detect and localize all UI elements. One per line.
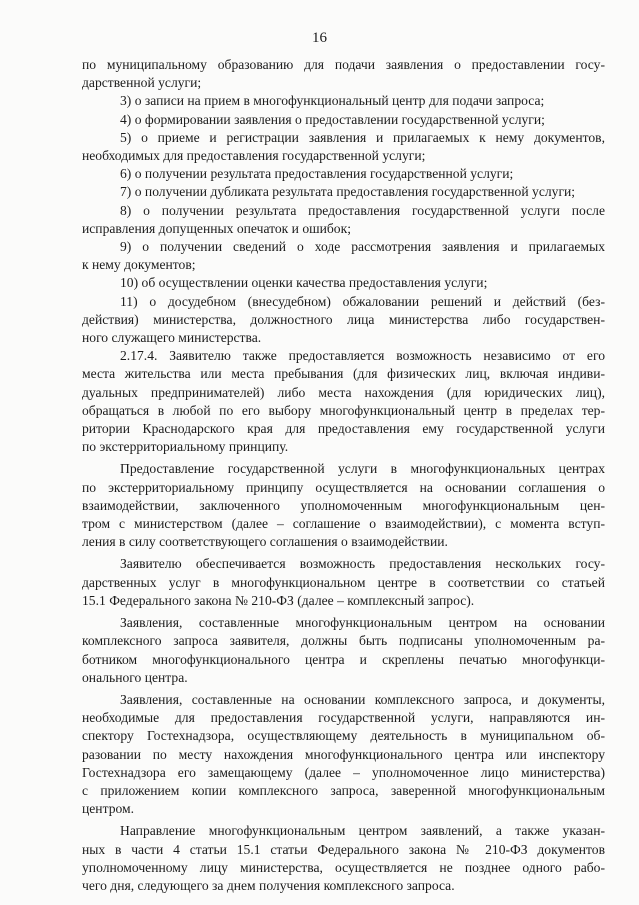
text-line: уполномоченному лицу министерства, осуществляется не позднее одного рабо- <box>82 859 605 875</box>
text-line: разовании по месту нахождения многофункционального центра или инспектору <box>82 746 605 762</box>
text-line: 15.1 Федерального закона № 210-ФЗ (далее – комплексный запрос). <box>82 592 475 608</box>
text-line: обращаться в любой по его выбору многофункциональный центр в пределах тер- <box>82 402 605 418</box>
text-line: Гостехнадзора его замещающему (далее – уполномоченное лицо министерства) <box>82 764 605 780</box>
text-line: онального центра. <box>82 669 188 685</box>
text-line: 8) о получении результата предоставления государственной услуги после <box>120 202 605 218</box>
text-line: с приложением копии комплексного запроса, заверенной многофункциональным <box>82 782 605 798</box>
text-line: ритории Краснодарского края для предоставления ему государственной услуги <box>82 421 605 437</box>
text-line: комплексного запроса заявителя, должны быть подписаны уполномоченным ра- <box>82 633 605 649</box>
text-line: 11) о досудебном (внесудебном) обжаловании решений и действий (без- <box>120 293 605 309</box>
text-line: 4) о формировании заявления о предоставлении государственной услуги; <box>120 111 545 127</box>
text-line: по экстерриториальному принципу. <box>82 439 289 455</box>
text-line: Заявителю обеспечивается возможность предоставления нескольких госу- <box>120 556 605 572</box>
text-line: места жительства или места пребывания (для физических лиц, включая индиви- <box>82 366 605 382</box>
text-line: ного служащего министерства. <box>82 330 262 346</box>
text-line: действия) министерства, должностного лица министерства либо государствен- <box>82 311 605 327</box>
text-line: необходимых для предоставления государственной услуги; <box>82 148 426 164</box>
text-line: чего дня, следующего за днем получения комплексного запроса. <box>82 877 455 893</box>
text-line: дуальных предпринимателей) либо места нахождения (для юридических лиц), <box>82 384 605 400</box>
text-line: 9) о получении сведений о ходе рассмотрения заявления и прилагаемых <box>120 239 605 255</box>
text-line: ботником многофункционального центра и скреплены печатью многофункци- <box>82 651 605 667</box>
text-line: ления в силу соответствующего соглашения о взаимодействии. <box>82 534 448 550</box>
text-line: по экстерриториальному принципу осуществляется на основании соглашения о <box>82 479 605 495</box>
text-line: взаимодействии, заключенного уполномоченным многофункциональным цен- <box>82 497 605 513</box>
text-line: по муниципальному образованию для подачи заявления о предоставлении госу- <box>82 57 605 72</box>
text-line: 3) о записи на прием в многофункциональный центр для подачи запроса; <box>120 93 545 109</box>
text-line: необходимые для предоставления государственной услуги, направляются ин- <box>82 710 605 726</box>
text-line: 10) об осуществлении оценки качества предоставления услуги; <box>120 275 488 291</box>
text-line: спектору Гостехнадзора, осуществляющему деятельность в муниципальном об- <box>82 728 605 744</box>
text-line: дарственной услуги; <box>82 75 202 91</box>
text-line: к нему документов; <box>82 257 196 273</box>
text-line: 2.17.4. Заявителю также предоставляется возможность независимо от его <box>120 348 605 364</box>
text-line: исправления допущенных опечаток и ошибок; <box>82 220 351 236</box>
text-line: Предоставление государственной услуги в многофункциональных центрах <box>120 461 605 477</box>
document-body <box>82 56 605 895</box>
text-line: тром с министерством (далее – соглашение о взаимодействии), с момента вступ- <box>82 516 605 532</box>
text-line: 5) о приеме и регистрации заявления и прилагаемых к нему документов, <box>120 129 605 145</box>
text-line: 6) о получении результата предоставления государственной услуги; <box>120 166 514 182</box>
text-line: дарственных услуг в многофункциональном центре в соответствии со статьей <box>82 574 605 590</box>
text-line: ных в части 4 статьи 15.1 статьи Федерального закона № 210-ФЗ документов <box>82 841 605 857</box>
page-number: 16 <box>312 30 327 46</box>
text-line: Направление многофункциональным центром заявлений, а также указан- <box>120 823 605 839</box>
text-line: Заявления, составленные многофункциональным центром на основании <box>120 615 605 631</box>
text-line: центром. <box>82 801 135 817</box>
text-line: 7) о получении дубликата результата предоставления государственной услуги; <box>120 184 576 200</box>
text-line: Заявления, составленные на основании комплексного запроса, и документы, <box>120 691 605 707</box>
